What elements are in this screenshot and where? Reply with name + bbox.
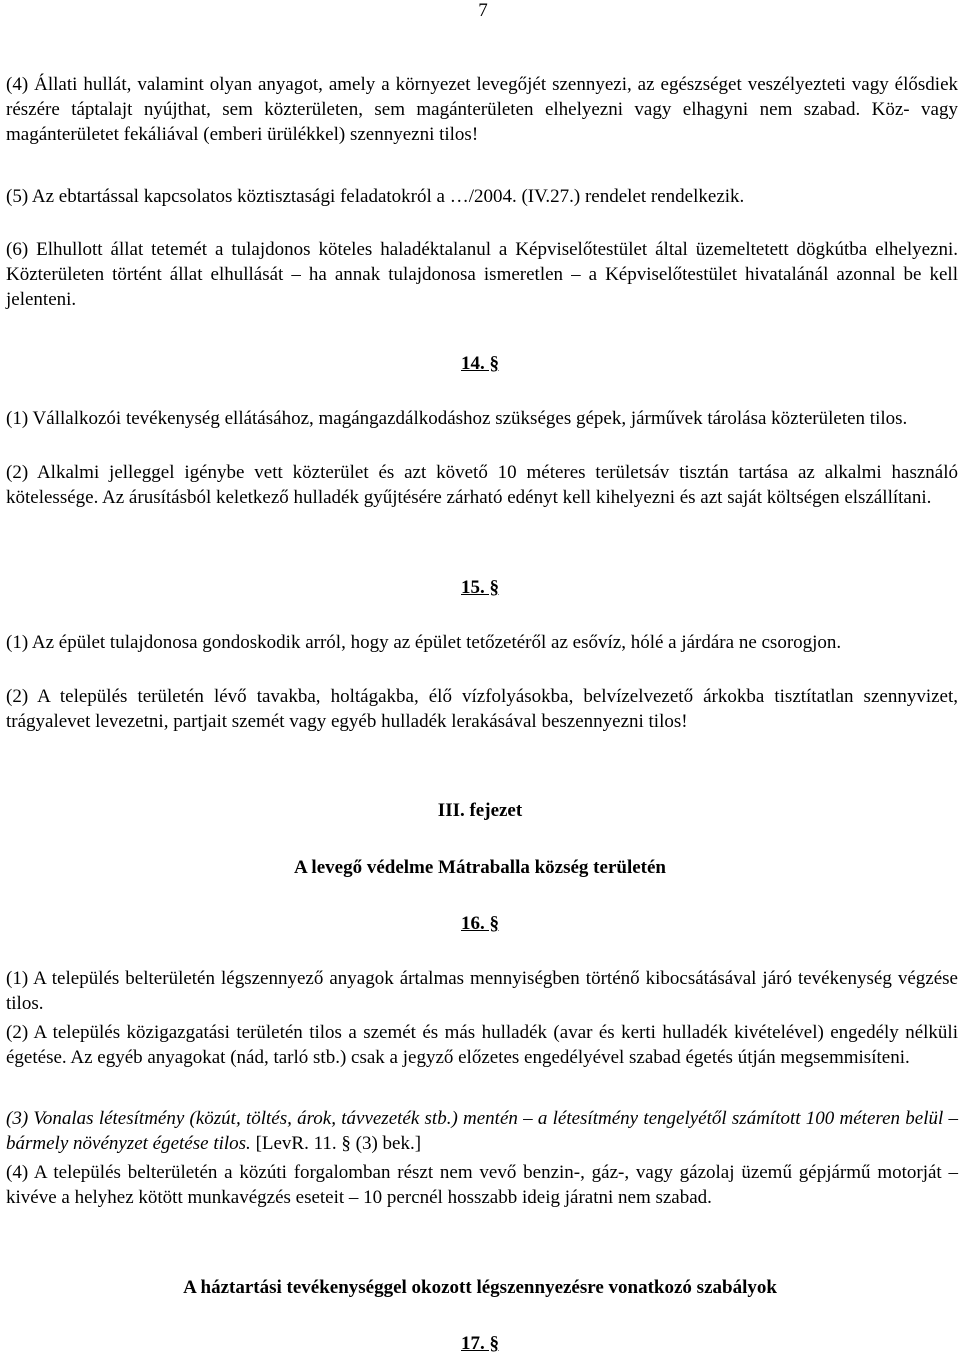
paragraph-13-5: (5) Az ebtartással kapcsolatos köztisztasági feladatokról a …/2004. (IV.27.) rendelet rendelkezik. [6,186,745,207]
section-16-heading: 16. § [461,913,499,934]
paragraph-16-3-reference: [LevR. 11. § (3) bek.] [250,1133,422,1154]
chapter-title: A levegő védelme Mátraballa község területén [294,857,666,878]
paragraph-14-1: (1) Vállalkozói tevékenység ellátásához, magángazdálkodáshoz szükséges gépek, járművek tárolása közterületen tilos. [6,408,908,429]
household-heading: A háztartási tevékenységgel okozott légszennyezésre vonatkozó szabályok [183,1277,777,1298]
chapter-heading: III. fejezet [437,800,523,821]
paragraph-15-2: (2) A település területén lévő tavakba, holtágakba, élő vízfolyásokba, belvízelvezető árkokba tisztítatlan szennyvizet, trágyalevet levezetni, partjait szemét vagy egyéb hulladék lerakásával beszennyezni tilos! [6,686,958,732]
paragraph-13-4: (4) Állati hullát, valamint olyan anyagot, amely a környezet levegőjét szennyezi, az egészséget veszélyezteti vagy élősdiek részére táptalajt nyújthat, sem közterületen, sem magánterületen elhelyezni vagy elhagyni nem szabad. Köz- vagy magánterületet fekáliával (emberi ürülékkel) szennyezni tilos! [6,74,958,145]
section-15-heading: 15. § [461,577,499,598]
paragraph-16-2: (2) A település közigazgatási területén tilos a szemét és más hulladék (avar és kerti hulladék kivételével) engedély nélküli égetése. Az egyéb anyagokat (nád, tarló stb.) csak a jegyző előzetes engedélyével szabad égetés útján megsemmisíteni. [6,1022,958,1068]
paragraph-16-3 [6,1106,958,1156]
page-number: 7 [478,0,488,21]
paragraph-16-1: (1) A település belterületén légszennyező anyagok ártalmas mennyiségben történő kibocsátásával járó tevékenység végzése tilos. [6,968,958,1014]
paragraph-15-1: (1) Az épület tulajdonosa gondoskodik arról, hogy az épület tetőzetéről az esővíz, hólé a járdára ne csorogjon. [6,632,842,653]
section-14-heading: 14. § [461,353,499,374]
paragraph-16-4: (4) A település belterületén a közúti forgalomban részt nem vevő benzin-, gáz-, vagy gázolaj üzemű gépjármű motorját – kivéve a helyhez kötött munkavégzés eseteit – 10 percnél hosszabb ideig járatni nem szabad. [6,1162,958,1208]
paragraph-13-6: (6) Elhullott állat tetemét a tulajdonos köteles haladéktalanul a Képviselőtestület által üzemeltetett dögkútba elhelyezni. Közterületen történt állat elhullását – ha annak tulajdonosa ismeretlen – a Képviselőtestület hivatalánál azonnal be kell jelenteni. [6,239,958,310]
paragraph-16-3-italic: (3) Vonalas létesítmény (közút, töltés, árok, távvezeték stb.) mentén – a létesítmény tengelyétől számított 100 méteren belül – bármely növényzet égetése tilos. [6,1108,958,1154]
section-17-heading: 17. § [461,1333,499,1354]
paragraph-14-2: (2) Alkalmi jelleggel igénybe vett közterület és azt követő 10 méteres területsáv tisztán tartása az alkalmi használó kötelessége. Az árusításból keletkező hulladék gyűjtésére zárható edényt kell kihelyezni és azt saját költségen elszállítani. [6,462,958,508]
